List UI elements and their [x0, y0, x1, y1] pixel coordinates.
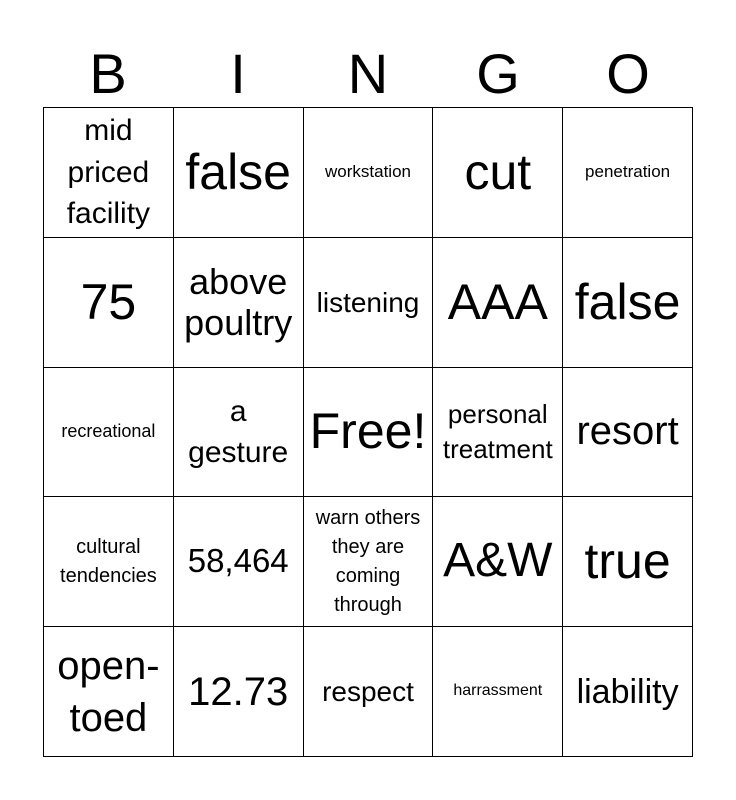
bingo-cell[interactable] [44, 497, 174, 627]
cell-text: personal treatment [442, 399, 553, 464]
bingo-cell[interactable] [44, 627, 174, 757]
cell-text: false [574, 273, 681, 330]
cell-text: harrassment [453, 682, 543, 700]
bingo-cell[interactable] [563, 108, 693, 238]
cell-text: respect [322, 676, 414, 708]
bingo-cell[interactable] [304, 108, 434, 238]
cell-text: cultural tendencies [60, 535, 157, 587]
bingo-cell[interactable] [44, 368, 174, 498]
bingo-cell[interactable] [174, 108, 304, 238]
header-letter-n: N [347, 42, 389, 105]
bingo-cell[interactable] [563, 497, 693, 627]
cell-text: workstation [325, 162, 411, 182]
cell-text: a gesture [188, 394, 289, 469]
cell-text: liability [576, 672, 679, 711]
cell-text: resort [576, 409, 679, 454]
cell-text: 58,464 [187, 542, 289, 580]
cell-text: true [584, 533, 671, 590]
cell-text: above poultry [184, 260, 293, 344]
header-letter-b: B [89, 42, 127, 105]
bingo-cell[interactable] [44, 238, 174, 368]
cell-text: 12.73 [188, 669, 289, 714]
bingo-cell[interactable] [174, 627, 304, 757]
bingo-cell[interactable] [174, 497, 304, 627]
cell-text: 75 [80, 273, 137, 330]
bingo-cell[interactable] [433, 497, 563, 627]
bingo-header [43, 40, 693, 108]
bingo-card [43, 107, 693, 757]
bingo-cell[interactable] [174, 368, 304, 498]
bingo-cell[interactable] [44, 108, 174, 238]
cell-text: A&W [443, 534, 553, 588]
bingo-cell[interactable] [304, 497, 434, 627]
bingo-cell[interactable] [433, 627, 563, 757]
bingo-cell[interactable] [563, 368, 693, 498]
cell-text: cut [464, 143, 532, 200]
cell-text: false [185, 143, 291, 200]
cell-text: open-toed [57, 643, 160, 740]
bingo-cell[interactable] [563, 627, 693, 757]
header-letter-g: G [476, 42, 520, 105]
cell-text: recreational [61, 421, 156, 442]
cell-text: warn others they are coming through [315, 506, 421, 616]
cell-text: Free! [309, 403, 427, 460]
header-letter-i: I [230, 42, 246, 105]
bingo-cell[interactable] [304, 627, 434, 757]
cell-text: mid priced facility [66, 114, 151, 231]
bingo-cell[interactable] [174, 238, 304, 368]
bingo-cell[interactable] [563, 238, 693, 368]
bingo-cell[interactable] [433, 368, 563, 498]
header-letter-o: O [606, 42, 650, 105]
cell-text: listening [316, 286, 420, 318]
cell-text: penetration [585, 162, 671, 182]
bingo-cell[interactable] [433, 108, 563, 238]
bingo-cell[interactable] [304, 368, 434, 498]
bingo-cell[interactable] [433, 238, 563, 368]
cell-text: AAA [447, 273, 548, 330]
bingo-cell[interactable] [304, 238, 434, 368]
